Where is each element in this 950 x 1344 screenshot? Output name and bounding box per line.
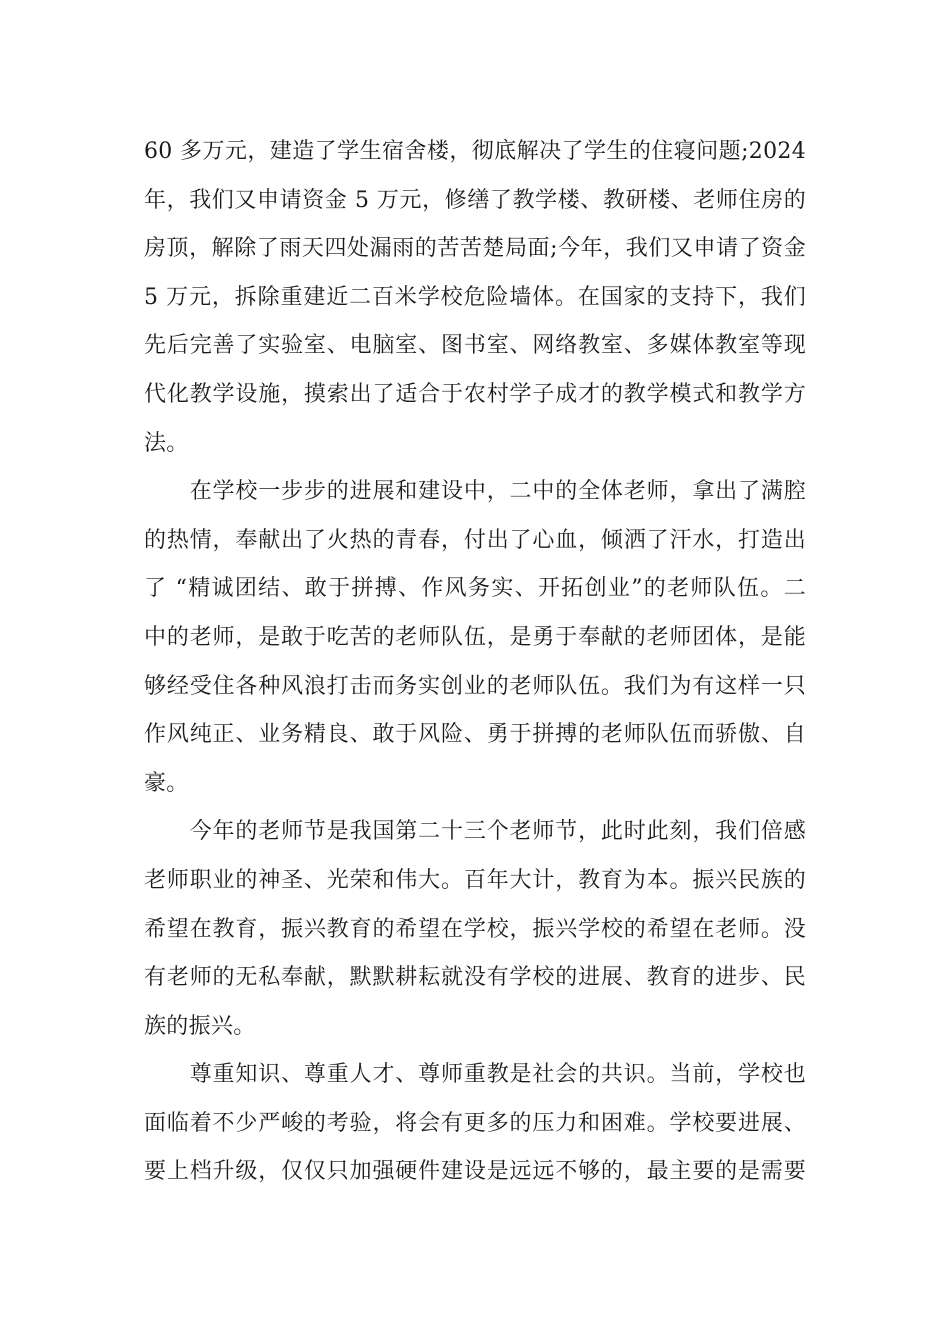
text-line: 法。 (144, 430, 189, 456)
text-line: 豪。 (144, 770, 189, 796)
text-line: 够经受住各种风浪打击而务实创业的老师队伍。我们为有这样一只 (144, 673, 806, 699)
text-line: 先后完善了实验室、电脑室、图书室、网络教室、多媒体教室等现 (144, 333, 806, 359)
text-line: 作风纯正、业务精良、敢于风险、勇于拼搏的老师队伍而骄傲、自 (144, 722, 806, 748)
text-line: 希望在教育，振兴教育的希望在学校，振兴学校的希望在老师。没 (144, 916, 806, 942)
text-line: 了 “精诚团结、敢于拼搏、作风务实、开拓创业”的老师队伍。二 (144, 576, 806, 602)
text-line: 60 多万元，建造了学生宿舍楼，彻底解决了学生的住寝问题;2024 (144, 139, 806, 164)
text-line: 的热情，奉献出了火热的青春，付出了心血，倾洒了汗水，打造出 (144, 527, 806, 553)
text-line: 要上档升级，仅仅只加强硬件建设是远远不够的，最主要的是需要 (144, 1159, 806, 1185)
text-line: 中的老师，是敢于吃苦的老师队伍，是勇于奉献的老师团体，是能 (144, 624, 806, 650)
text-line: 年，我们又申请资金 5 万元，修缮了教学楼、教研楼、老师住房的 (144, 187, 806, 213)
text-line: 今年的老师节是我国第二十三个老师节，此时此刻，我们倍感 (144, 819, 806, 845)
text-line: 面临着不少严峻的考验，将会有更多的压力和困难。学校要进展、 (144, 1110, 806, 1136)
text-line: 族的振兴。 (144, 1013, 256, 1039)
text-line: 老师职业的神圣、光荣和伟大。百年大计，教育为本。振兴民族的 (144, 867, 806, 893)
text-line: 在学校一步步的进展和建设中，二中的全体老师，拿出了满腔 (144, 479, 806, 505)
text-line: 尊重知识、尊重人才、尊师重教是社会的共识。当前，学校也 (144, 1062, 806, 1088)
text-line: 5 万元，拆除重建近二百米学校危险墙体。在国家的支持下，我们 (144, 284, 806, 310)
body-text (144, 128, 806, 1197)
text-line: 代化教学设施，摸索出了适合于农村学子成才的教学模式和教学方 (144, 381, 806, 407)
text-line: 房顶，解除了雨天四处漏雨的苦苦楚局面;今年，我们又申请了资金 (144, 236, 806, 262)
text-line: 有老师的无私奉献，默默耕耘就没有学校的进展、教育的进步、民 (144, 965, 806, 991)
